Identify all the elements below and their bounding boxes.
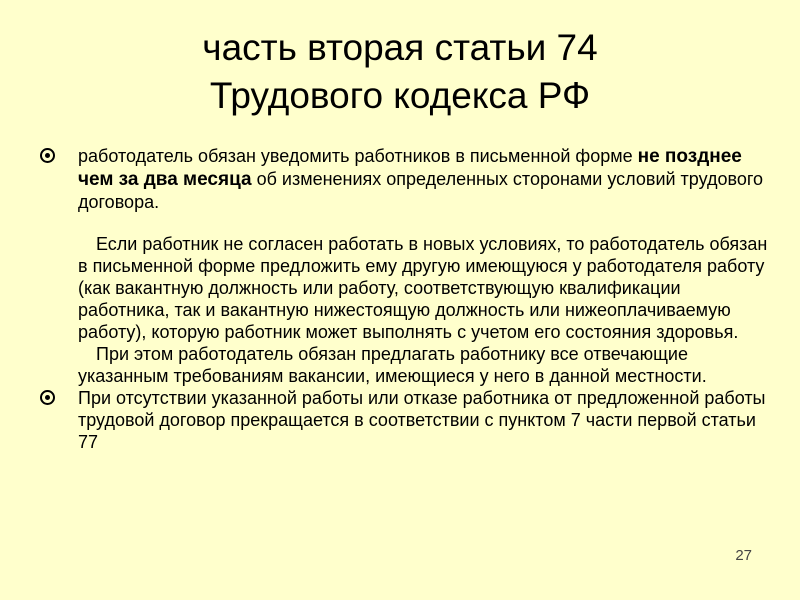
slide-content: [40, 145, 770, 453]
bullet-1-paragraph-3: При этом работодатель обязан предлагать работнику все отвечающие указанным требованиям вакансии, имеющиеся у него в данной местности.: [78, 344, 707, 386]
paragraph-gap: [78, 213, 770, 233]
bullet-1-text-before: работодатель обязан уведомить работников в письменной форме: [78, 146, 638, 166]
bullet-icon: [40, 148, 55, 163]
title-line-1: часть вторая статьи 74: [202, 27, 598, 68]
bullet-1-paragraph-1: [78, 145, 770, 213]
page-number: 27: [735, 547, 752, 564]
bullet-1-paragraph-2: Если работник не согласен работать в новых условиях, то работодатель обязан в письменной форме предложить ему другую имеющуюся у работодателя работу (как вакантную должность или работу, соответствующую квалификации работника, так и вакантную нижестоящую должность или нижеоплачиваемую работу), которую работник может выполнять с учетом его состояния здоровья.: [78, 234, 768, 342]
bullet-item-2: [40, 387, 770, 453]
bullet-1-text-after: об изменениях определенных сторонами условий трудового договора.: [78, 169, 764, 212]
bullet-1-text-bold: не позднее чем за два месяца: [78, 146, 742, 190]
slide-title: [0, 24, 800, 120]
bullet-item-1: [40, 145, 770, 387]
title-line-2: Трудового кодекса РФ: [209, 75, 591, 116]
bullet-icon: [40, 390, 55, 405]
bullet-2-text: При отсутствии указанной работы или отказе работника от предложенной работы трудовой договор прекращается в соответствии с пунктом 7 части первой статьи 77: [78, 388, 766, 452]
